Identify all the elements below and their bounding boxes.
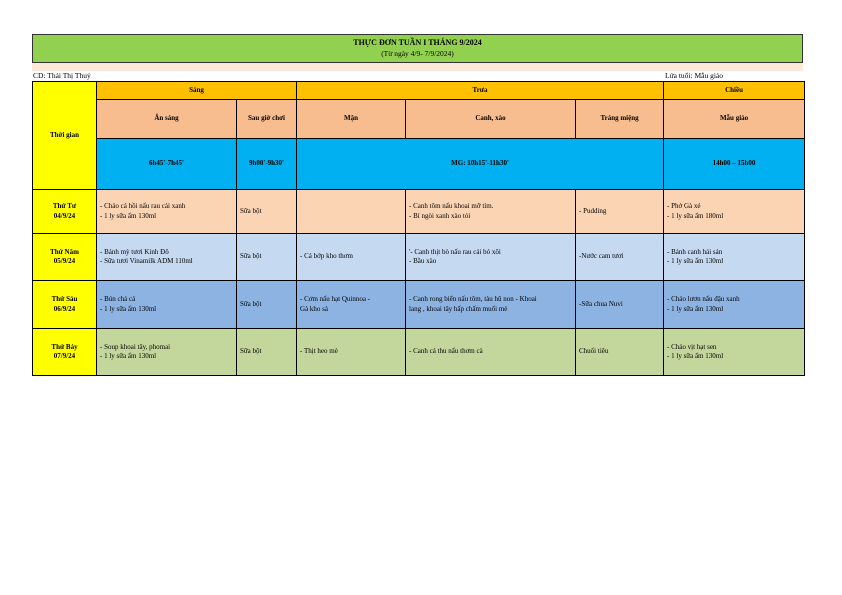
soup-cell bbox=[406, 329, 576, 376]
after-play-cell: Sữa bột bbox=[237, 190, 297, 234]
breakfast-cell bbox=[97, 281, 237, 329]
menu-row bbox=[33, 190, 805, 234]
day-name: Thứ Sáu bbox=[51, 295, 78, 304]
day-date: 06/9/24 bbox=[53, 304, 76, 313]
dish-line: - Cháo lươn nấu đậu xanh bbox=[667, 295, 740, 304]
menu-row bbox=[33, 281, 805, 329]
dish-line: - Cá bớp kho thơm bbox=[300, 252, 353, 261]
afternoon-cell bbox=[664, 234, 805, 281]
afternoon-time: 14h00 – 15h00 bbox=[664, 139, 805, 190]
dish-line: - 1 ly sữa ấm 130ml bbox=[667, 352, 724, 360]
day-cell bbox=[33, 329, 97, 376]
dessert-cell: - Pudding bbox=[576, 190, 664, 234]
afternoon-cell bbox=[664, 190, 805, 234]
day-cell bbox=[33, 190, 97, 234]
dish-line: - Cháo vịt hạt sen bbox=[667, 342, 717, 351]
title-band bbox=[32, 63, 803, 71]
day-cell bbox=[33, 281, 97, 329]
dish-line: lang , khoai tây hấp chấm muối mè bbox=[409, 304, 508, 313]
after-play-cell: Sữa bột bbox=[237, 234, 297, 281]
breakfast-time: 6h45'-7h45' bbox=[97, 139, 237, 190]
noon-time: MG: 10h15'-11h30' bbox=[297, 139, 664, 190]
menu-date-range: (Từ ngày 4/9- 7/9/2024) bbox=[381, 49, 454, 58]
time-header: Thời gian bbox=[33, 82, 97, 190]
dish-line: - Canh tôm nấu khoai mỡ tím. bbox=[409, 202, 494, 211]
afternoon-group-header: Chiều bbox=[664, 82, 805, 100]
dessert-column-header: Tráng miệng bbox=[576, 100, 664, 139]
dish-line: - 1 ly sữa ấm 130ml bbox=[100, 352, 157, 360]
day-name: Thứ Tư bbox=[52, 202, 77, 211]
day-cell bbox=[33, 234, 97, 281]
breakfast-cell bbox=[97, 234, 237, 281]
dish-line: - 1 ly sữa ấm 130ml bbox=[100, 304, 157, 313]
dish-line: - Bún chả cá bbox=[100, 295, 136, 304]
after-play-time: 9h00'-9h30' bbox=[237, 139, 297, 190]
dish-line: - Canh cá thu nấu thơm cà bbox=[409, 347, 483, 356]
dish-line: - Soup khoai tây, phomai bbox=[100, 342, 171, 351]
after-play-column-header: Sau giờ chơi bbox=[237, 100, 297, 139]
menu-title-bar bbox=[32, 34, 803, 63]
dish-line: - Bầu xào bbox=[409, 257, 437, 265]
day-date: 07/9/24 bbox=[53, 352, 76, 360]
kindergarten-column-header: Mẫu giáo bbox=[664, 100, 805, 139]
weekly-menu-table bbox=[32, 81, 805, 376]
breakfast-column-header: Ăn sáng bbox=[97, 100, 237, 139]
salty-cell bbox=[297, 190, 406, 234]
soup-column-header: Canh, xào bbox=[406, 100, 576, 139]
salty-cell bbox=[297, 281, 406, 329]
salty-column-header: Mặn bbox=[297, 100, 406, 139]
dessert-cell: Chuối tiêu bbox=[576, 329, 664, 376]
dish-line: - Cơm nấu hạt Quinnoa - bbox=[300, 295, 371, 304]
soup-cell bbox=[406, 281, 576, 329]
dish-line: - 1 ly sữa ấm 130ml bbox=[100, 211, 157, 220]
morning-group-header: Sáng bbox=[97, 82, 297, 100]
dish-line: - Sữa tươi Vinamilk ADM 110ml bbox=[100, 257, 193, 265]
age-group: Lứa tuổi: Mẫu giáo bbox=[665, 71, 724, 80]
salty-cell bbox=[297, 329, 406, 376]
dish-line: - Bí ngòi xanh xào tỏi bbox=[409, 211, 471, 220]
dish-line: - 1 ly sữa ấm 130ml bbox=[667, 304, 724, 313]
dish-line: '- Canh thịt bò nấu rau cải bó xôi bbox=[409, 247, 501, 256]
after-play-cell: Sữa bột bbox=[237, 329, 297, 376]
menu-row bbox=[33, 329, 805, 376]
dish-line: - Canh rong biển nấu tôm, tàu hũ non - Khoai bbox=[409, 295, 537, 304]
dessert-cell: -Nước cam tươi bbox=[576, 234, 664, 281]
menu-row bbox=[33, 234, 805, 281]
dish-line: - Bánh mỳ tươi Kinh Đô bbox=[100, 247, 169, 256]
dish-line: Gà kho sả bbox=[300, 304, 329, 313]
afternoon-cell bbox=[664, 329, 805, 376]
dish-line: - Phở Gà xé bbox=[667, 202, 701, 211]
salty-cell bbox=[297, 234, 406, 281]
dish-line: - Cháo cá hồi nấu rau cải xanh bbox=[100, 202, 186, 211]
dish-line: - 1 ly sữa ấm 130ml bbox=[667, 257, 724, 265]
breakfast-cell bbox=[97, 329, 237, 376]
cook-name: CD: Thái Thị Thuỷ bbox=[33, 71, 91, 80]
after-play-cell: Sữa bột bbox=[237, 281, 297, 329]
soup-cell bbox=[406, 190, 576, 234]
breakfast-cell bbox=[97, 190, 237, 234]
dish-line: - 1 ly sữa ấm 180ml bbox=[667, 211, 724, 220]
dish-line: - Bánh canh hải sản bbox=[667, 247, 723, 256]
dessert-cell: -Sữa chua Nuvi bbox=[576, 281, 664, 329]
dish-line: - Thịt heo mè bbox=[300, 347, 338, 356]
day-name: Thứ Bảy bbox=[51, 342, 78, 351]
day-date: 05/9/24 bbox=[53, 257, 76, 265]
day-date: 04/9/24 bbox=[53, 211, 76, 220]
afternoon-cell bbox=[664, 281, 805, 329]
day-name: Thứ Năm bbox=[50, 247, 79, 256]
noon-group-header: Trưa bbox=[297, 82, 664, 100]
soup-cell bbox=[406, 234, 576, 281]
menu-title: THỰC ĐƠN TUẦN I THÁNG 9/2024 bbox=[353, 38, 482, 47]
